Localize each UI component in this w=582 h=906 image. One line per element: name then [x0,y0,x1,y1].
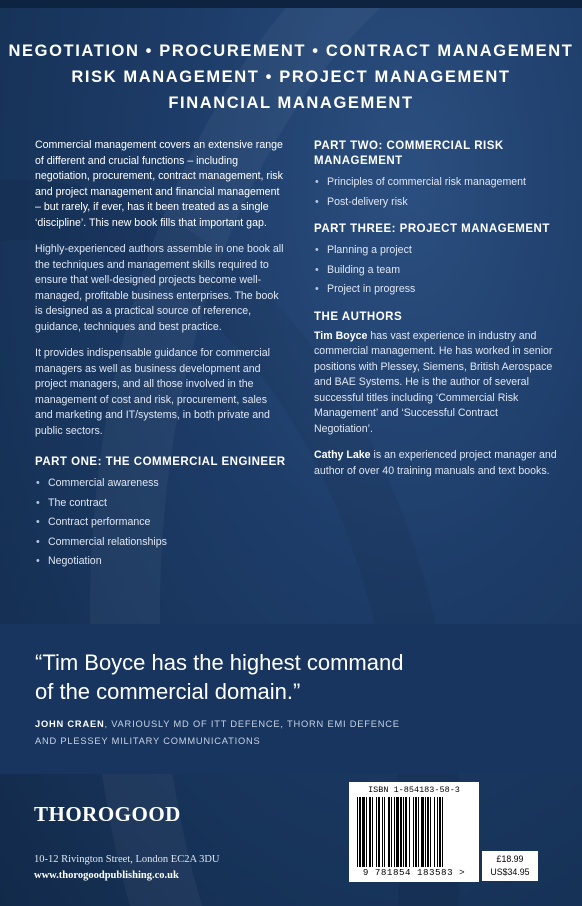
isbn-label: ISBN 1-854183-58-3 [368,785,460,795]
barcode-bar [415,797,417,867]
part-one-list [35,474,287,572]
barcode-bar [382,797,383,867]
barcode-bar [391,797,392,867]
barcode-number: 9 781854 183583 > [362,867,466,878]
barcode-bar [396,797,399,867]
barcode-bar [369,797,371,867]
publisher-address-block [34,852,220,884]
list-item: • Project in progress [314,280,559,300]
barcode-bar [403,797,404,867]
quote-line-1: “Tim Boyce has the highest command [35,650,404,675]
barcode-bar [427,797,429,867]
quote-attribution [35,716,555,750]
attribution-role-1: , VARIOUSLY MD OF ITT DEFENCE, THORN EMI DEFENCE [104,719,400,729]
barcode-bar [421,797,424,867]
headline-line-2: RISK MANAGEMENT • PROJECT MANAGEMENT [71,68,511,86]
quote-line-2: of the commercial domain.” [35,679,301,704]
right-column [314,139,559,490]
author-text-boyce: has vast experience in industry and commercial management. He has worked in senior positions with Plessey, Siemens, British Aerospace and BAE Systems. He is the author of several successful titles including ‘Commercial Risk Management’ and ‘Successful Contract Negotiation’. [314,329,553,435]
list-item: • Post-delivery risk [314,193,559,213]
barcode-bar [405,797,407,867]
list-item: • Contract performance [35,513,287,533]
publisher-logo: THOROGOOD [34,802,181,826]
list-item: • Planning a project [314,241,559,261]
barcode-bar [430,797,431,867]
barcode-bar [378,797,380,867]
barcode-bar [359,797,361,867]
subject-headline [0,38,582,116]
attribution-role-2: AND PLESSEY MILITARY COMMUNICATIONS [35,736,261,746]
list-item: • Negotiation [35,552,287,572]
part-one-title: PART ONE: THE COMMERCIAL ENGINEER [35,456,286,468]
barcode-bar [384,797,385,867]
list-item: • Commercial relationships [35,533,287,553]
top-strip [0,0,582,8]
barcode-bars [357,797,471,867]
part-three-title: PART THREE: PROJECT MANAGEMENT [314,223,550,235]
intro-paragraph-1: Commercial management covers an extensive range of different and crucial functions – including negotiation, procurement, contract management, risk and project management and financial management – but rarely, if ever, has it been treated as a single ‘discipline’. This new book fills that important gap. [35,139,283,229]
attribution-name: JOHN CRAEN [35,719,105,729]
barcode-bar [357,797,358,867]
author-text-lake: is an experienced project manager and author of over 40 training manuals and text books. [314,449,557,477]
author-bio-boyce [314,329,559,438]
barcode-bar [388,797,390,867]
barcode-bar [376,797,377,867]
author-name-lake: Cathy Lake [314,449,371,461]
publisher-website: www.thorogoodpublishing.co.uk [34,870,179,881]
barcode-bar [394,797,395,867]
headline-line-1: NEGOTIATION • PROCUREMENT • CONTRACT MANAGEMENT [8,42,574,60]
list-item: • Commercial awareness [35,474,287,494]
list-item: • Building a team [314,261,559,281]
intro-paragraph-2: Highly-experienced authors assemble in one book all the techniques and management skills required to ensure that well-designed projects become well-managed, profitable business enterprises. The book is designed as a practical source of reference, guidance, techniques and best practice. [35,243,284,333]
barcode-bar [439,797,441,867]
barcode-bar [409,797,410,867]
part-three-list [314,241,559,300]
barcode-bar [372,797,373,867]
left-column [35,138,287,582]
price-usd: US$34.95 [490,867,530,877]
barcode-bar [400,797,402,867]
part-two-title: PART TWO: COMMERCIAL RISK MANAGEMENT [314,140,504,167]
author-name-boyce: Tim Boyce [314,329,368,342]
author-bio-lake [314,448,559,479]
price-box [482,851,538,881]
barcode-bar [425,797,426,867]
list-item: • The contract [35,494,287,514]
endorsement-quote [35,648,555,706]
barcode-bar [362,797,365,867]
barcode-bar [434,797,435,867]
part-two-list [314,173,559,212]
barcode [349,782,479,882]
publisher-address: 10-12 Rivington Street, London EC2A 3DU [34,854,220,865]
price-gbp: £18.99 [496,854,524,864]
headline-line-3: FINANCIAL MANAGEMENT [168,94,414,112]
barcode-bar [418,797,419,867]
authors-title: THE AUTHORS [314,310,403,323]
barcode-bar [413,797,414,867]
list-item: • Principles of commercial risk management [314,173,559,193]
intro-paragraph-3: It provides indispensable guidance for commercial managers as well as business development and project managers, and all those involved in the management of cost and risk, procurement, sales and marketing and IT/systems, in both private and public sectors. [35,347,270,437]
barcode-bar [442,797,443,867]
barcode-bar [437,797,438,867]
barcode-bar [366,797,367,867]
